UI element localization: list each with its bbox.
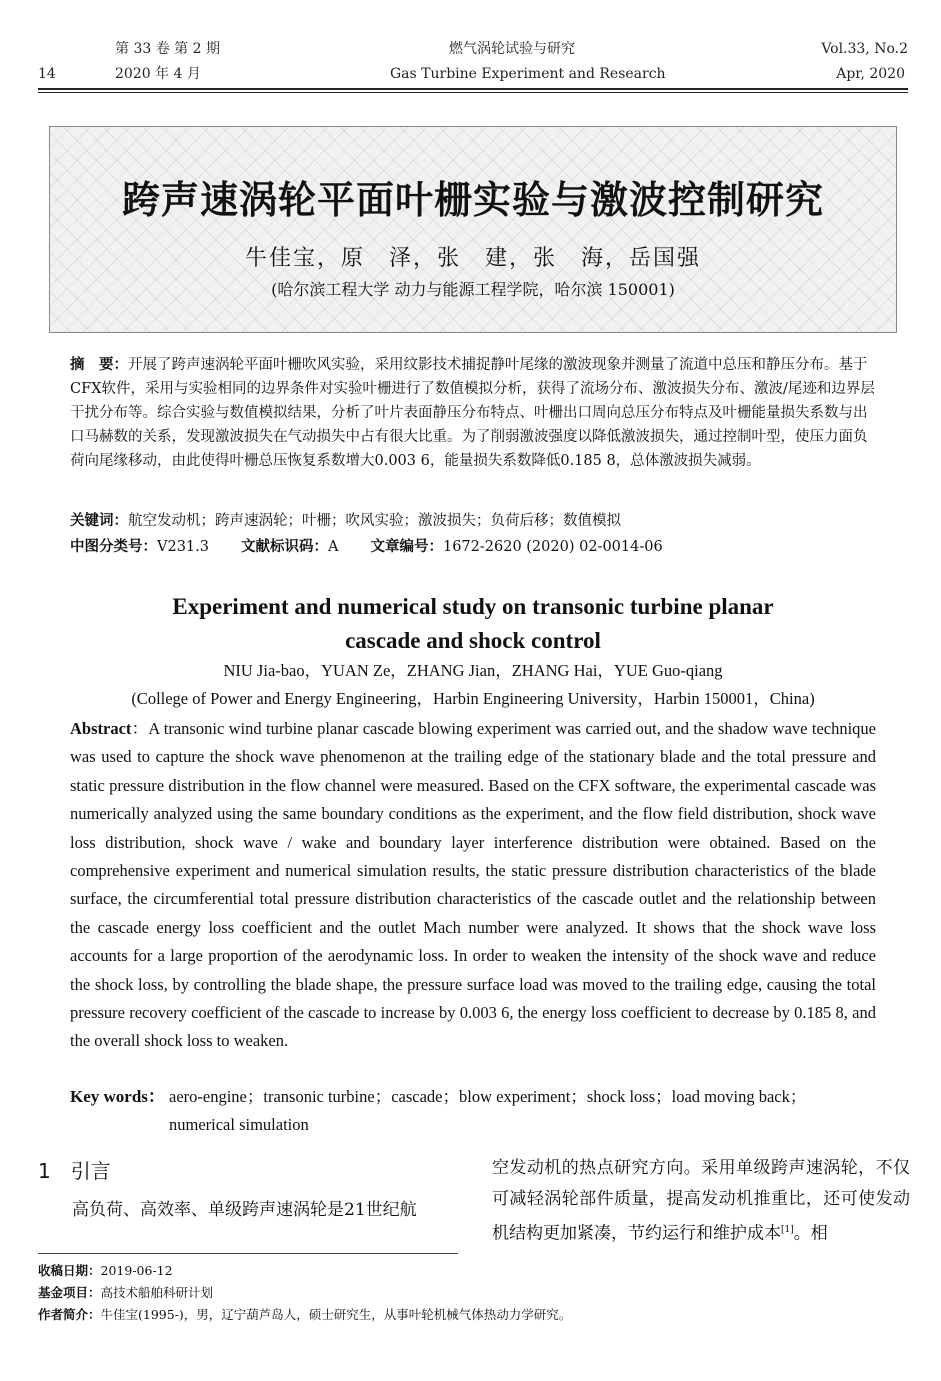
journal-name-cn: 燃气涡轮试验与研究 (449, 41, 575, 57)
keywords-cn-text: 航空发动机；跨声速涡轮；叶栅；吹风实验；激波损失；负荷后移；数值模拟 (128, 513, 621, 529)
citation-ref[interactable]: [1] (781, 1225, 794, 1235)
footnotes (38, 1260, 571, 1326)
authors-cn: 牛佳宝，原 泽，张 建，张 海，岳国强 (244, 246, 701, 271)
paper-title-en (70, 590, 876, 658)
intro-paragraph-start: 高负荷、高效率、单级跨声速涡轮是21世纪航 (72, 1200, 417, 1220)
paper-title-en-line2: cascade and shock control (345, 628, 601, 653)
title-block (49, 126, 897, 333)
keywords-en-label: Key words： (70, 1087, 165, 1106)
received-value: 2019-06-12 (100, 1263, 173, 1278)
clc-value: V231.3 (157, 539, 209, 555)
abstract-cn (70, 353, 878, 473)
article-no-value: 1672-2620 (2020) 02-0014-06 (442, 539, 663, 555)
page-number: 14 (38, 66, 56, 82)
doc-code-value: A (327, 539, 339, 555)
abstract-cn-label: 摘 要： (70, 357, 128, 373)
affiliation-en: (College of Power and Energy Engineering，Harbin Engineering University，Harbin 150001，China) (131, 689, 815, 708)
header-rule-thin (38, 92, 908, 93)
doc-code-label: 文献标识码： (240, 539, 328, 555)
authors-en: NIU Jia-bao，YUAN Ze，ZHANG Jian，ZHANG Hai，YUE Guo-qiang (223, 661, 723, 680)
volume-issue-cn: 第 33 卷 第 2 期 (115, 41, 220, 57)
keywords-cn-label: 关键词： (70, 513, 128, 529)
body-column-left (38, 1195, 458, 1226)
abstract-en-separator: ： (131, 719, 149, 738)
abstract-en-label: Abstract (70, 719, 132, 738)
footnote-rule (38, 1253, 458, 1254)
affiliation-cn: (哈尔滨工程大学 动力与能源工程学院，哈尔滨 150001) (271, 280, 675, 299)
volume-issue-en: Vol.33, No.2 (821, 41, 908, 57)
keywords-cn (70, 509, 621, 533)
footnote-fund (38, 1282, 571, 1304)
fund-label: 基金项目： (38, 1285, 101, 1300)
received-label: 收稿日期： (38, 1263, 101, 1278)
date-cn: 2020 年 4 月 (115, 66, 201, 82)
header-rule-thick (38, 88, 908, 90)
classification-line (70, 535, 663, 559)
paper-title-en-line1: Experiment and numerical study on transonic turbine planar (172, 594, 774, 619)
intro-paragraph-tail: 。相 (793, 1223, 828, 1244)
paper-title-cn: 跨声速涡轮平面叶栅实验与激波控制研究 (121, 178, 824, 222)
abstract-en (70, 715, 876, 1056)
date-en: Apr, 2020 (836, 66, 905, 82)
keywords-en-text: aero-engine；transonic turbine；cascade；blow experiment；shock loss；load moving back；numerical simulation (169, 1087, 807, 1135)
clc-label: 中图分类号： (70, 539, 157, 555)
intro-paragraph-continued: 空发动机的热点研究方向。采用单级跨声速涡轮，不仅可减轻涡轮部件质量，提高发动机推重比，还可使发动机结构更加紧凑，节约运行和维护成本 (492, 1158, 910, 1244)
fund-value: 高技术船舶科研计划 (100, 1285, 214, 1300)
author-bio-label: 作者简介： (38, 1307, 101, 1322)
abstract-en-text: A transonic wind turbine planar cascade blowing experiment was carried out, and the shadow wave technique was used to capture the shock wave phenomenon at the trailing edge of the stationary blade and the total pressure and static pressure distribution in the flow channel were measured. Based on the CFX software, the experimental cascade was numerically analyzed using the same boundary conditions as the experiment, and the flow field distribution, shock wave loss distribution, shock wave / wake and boundary layer interference distribution were obtained. Based on the comprehensive experiment and numerical simulation results, the static pressure distribution characteristics of the blade surface, the circumferential total pressure distribution characteristics of the cascade outlet and the relationship between the cascade energy loss coefficient and the outlet Mach number were analyzed. It shows that the shock wave loss accounts for a large proportion of the aerodynamic loss. In order to weaken the intensity of the shock wave and reduce the shock loss, by controlling the blade shape, the pressure surface load was moved to the trailing edge, causing the total pressure recovery coefficient of the cascade to increase by 0.003 6, the energy loss coefficient to decrease by 0.185 8, and the overall shock loss to weaken. (70, 719, 877, 1051)
footnote-author (38, 1304, 571, 1326)
author-bio-value: 牛佳宝(1995-)，男，辽宁葫芦岛人，硕士研究生，从事叶轮机械气体热动力学研究。 (100, 1307, 572, 1322)
article-no-label: 文章编号： (370, 539, 443, 555)
journal-name-en: Gas Turbine Experiment and Research (390, 66, 666, 82)
footnote-received (38, 1260, 571, 1282)
section-heading-introduction: 1 引言 (38, 1159, 111, 1183)
body-column-right (492, 1153, 910, 1250)
abstract-cn-text: 开展了跨声速涡轮平面叶栅吹风实验，采用纹影技术捕捉静叶尾缘的激波现象并测量了流道中总压和静压分布。基于CFX软件，采用与实验相同的边界条件对实验叶栅进行了数值模拟分析，获得了流场分布、激波损失分布、激波/尾迹和边界层干扰分布等。综合实验与数值模拟结果，分析了叶片表面静压分布特点、叶栅出口周向总压分布特点及叶栅能量损失系数与出口马赫数的关系，发现激波损失在气动损失中占有很大比重。为了削弱激波强度以降低激波损失，通过控制叶型，使压力面负荷向尾缘移动，由此使得叶栅总压恢复系数增大0.003 6，能量损失系数降低0.185 8，总体激波损失减弱。 (70, 357, 875, 469)
